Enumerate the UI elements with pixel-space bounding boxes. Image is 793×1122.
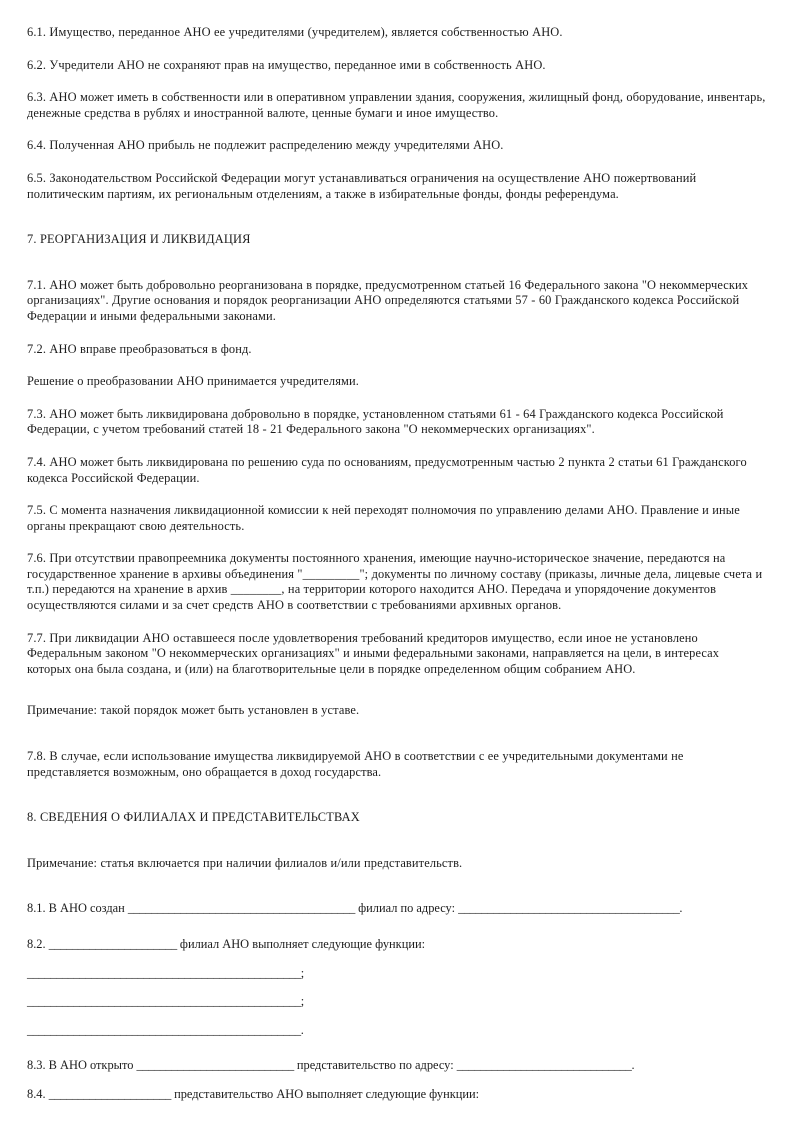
paragraph-7-6: 7.6. При отсутствии правопреемника документы постоянного хранения, имеющие научно-историческое значение, передаются на государственное хранение в архивы объединения "_________"; документы по личному составу (приказы, личные дела, лицевые счета и т.п.) передаются на хранение в архив ________, на территории которого находится АНО. Передача и упорядочение документов осуществляются силами и за счет средств АНО в соответствии с требованиями архивных органов.: [27, 551, 763, 613]
clause-8-1-branch-name-blank[interactable]: _______________________________________: [127, 901, 356, 916]
paragraph-7-2-decision: Решение о преобразовании АНО принимается учредителями.: [27, 374, 359, 389]
clause-8-2-branch-name-blank[interactable]: ______________________: [48, 937, 177, 951]
note-8: Примечание: статья включается при наличии филиалов и/или представительств.: [27, 855, 463, 870]
branch-function-blank-1[interactable]: _______________________________________________;: [27, 965, 304, 980]
clause-8-3-rep-name-blank[interactable]: ___________________________: [136, 1058, 294, 1073]
note-7-7: Примечание: такой порядок может быть установлен в уставе.: [27, 703, 360, 718]
paragraph-7-5: 7.5. С момента назначения ликвидационной комиссии к ней переходят полномочия по управлению делами АНО. Правление и иные органы прекращают свою деятельность.: [27, 503, 740, 533]
clause-8-1-middle: филиал по адресу:: [355, 901, 459, 916]
clause-8-1-prefix: 8.1. В АНО создан: [27, 901, 128, 916]
section-heading-8: 8. СВЕДЕНИЯ О ФИЛИАЛАХ И ПРЕДСТАВИТЕЛЬСТВАХ: [27, 810, 360, 825]
branch-function-line-2: [27, 994, 766, 1010]
clause-8-3-prefix: 8.3. В АНО открыто: [27, 1058, 137, 1073]
paragraph-7-7: 7.7. При ликвидации АНО оставшееся после удовлетворения требований кредиторов имущество, если иное не установлено Федеральным законом "О некоммерческих организациях" и иными федеральными законами, направляется на цели, в интересах которых она была создана, и (или) на благотворительные цели в порядке определенном общим собранием АНО.: [27, 630, 720, 676]
section-heading-7: 7. РЕОРГАНИЗАЦИЯ И ЛИКВИДАЦИЯ: [27, 232, 251, 247]
paragraph-7-8: 7.8. В случае, если использование имущества ликвидируемой АНО в соответствии с ее учредительными документами не представляется возможным, оно обращается в доход государства.: [27, 749, 684, 779]
clause-8-3-middle: представительство по адресу:: [293, 1058, 457, 1073]
branch-function-line-3: [27, 1023, 766, 1039]
document-body: [27, 25, 766, 1103]
clause-8-1-suffix: .: [679, 901, 683, 916]
paragraph-7-2: 7.2. АНО вправе преобразоваться в фонд.: [27, 341, 252, 356]
clause-8-4: [27, 1087, 766, 1103]
paragraph-7-3: 7.3. АНО может быть ликвидирована добровольно в порядке, установленном статьями 61 - 64 Гражданского кодекса Российской Федерации, с учетом требований статей 18 - 21 Федерального закона "О некоммерческих организациях".: [27, 406, 724, 437]
clause-8-1: [27, 901, 766, 917]
clause-8-4-prefix: 8.4.: [27, 1086, 49, 1101]
clause-8-2-prefix: 8.2.: [27, 937, 49, 951]
paragraph-6-1: 6.1. Имущество, переданное АНО ее учредителями (учредителем), является собственностью АНО.: [27, 25, 563, 39]
clause-8-1-address-blank[interactable]: ______________________________________: [458, 901, 680, 916]
branch-function-blank-3[interactable]: _______________________________________________.: [27, 1022, 304, 1037]
paragraph-6-4: 6.4. Полученная АНО прибыль не подлежит распределению между учредителями АНО.: [27, 138, 504, 153]
branch-function-line-1: [27, 966, 766, 982]
branch-function-blank-2[interactable]: _______________________________________________;: [27, 994, 304, 1009]
clause-8-2-suffix: филиал АНО выполняет следующие функции:: [176, 937, 426, 951]
clause-8-2: [27, 937, 766, 953]
clause-8-3-suffix: .: [631, 1058, 635, 1073]
clause-8-4-rep-name-blank[interactable]: _____________________: [48, 1086, 171, 1101]
clause-8-3-address-blank[interactable]: ______________________________: [456, 1058, 632, 1073]
paragraph-7-1: 7.1. АНО может быть добровольно реорганизована в порядке, предусмотренном статьей 16 Федерального закона "О некоммерческих организациях". Другие основания и порядок реорганизации АНО определяются статьями 57 - 60 Гражданского кодекса Российской Федерации и иными федеральными законами.: [27, 277, 749, 323]
paragraph-6-3: 6.3. АНО может иметь в собственности или в оперативном управлении здания, сооружения, жилищный фонд, оборудование, инвентарь, денежные средства в рублях и иностранной валюте, ценные бумаги и иное имущество.: [27, 90, 766, 120]
clause-8-3: [27, 1058, 766, 1074]
paragraph-6-2: 6.2. Учредители АНО не сохраняют прав на имущество, переданное ими в собственность АНО.: [27, 57, 546, 72]
paragraph-7-4: 7.4. АНО может быть ликвидирована по решению суда по основаниям, предусмотренным частью 2 пункта 2 статьи 61 Гражданского кодекса Российской Федерации.: [27, 454, 747, 485]
clause-8-4-suffix: представительство АНО выполняет следующие функции:: [170, 1086, 480, 1101]
paragraph-6-5: 6.5. Законодательством Российской Федерации могут устанавливаться ограничения на осуществление АНО пожертвований политическим партиям, их региональным отделениям, а также в избирательные фонды, фонды референдума.: [27, 170, 697, 201]
